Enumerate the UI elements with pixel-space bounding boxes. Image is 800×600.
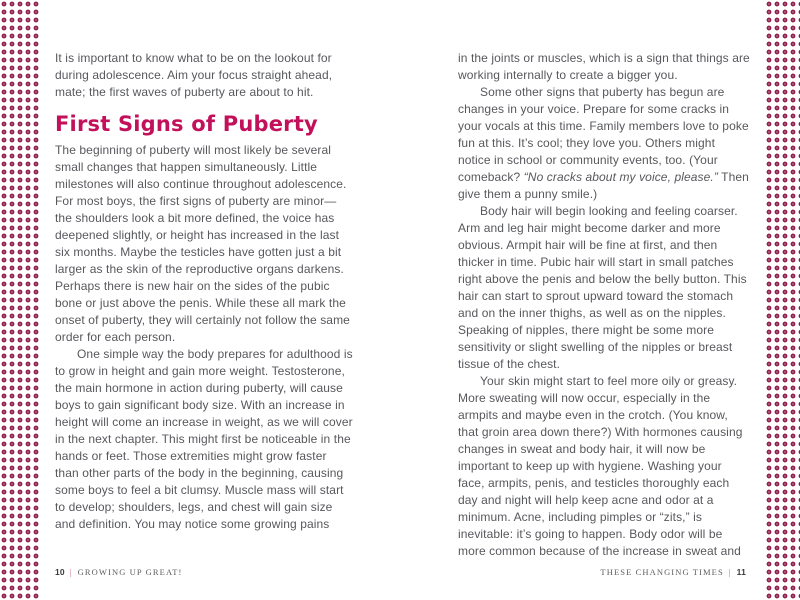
left-page-footer: [55, 567, 182, 577]
left-dot-border-decoration: [0, 0, 39, 600]
paragraph: It is important to know what to be on the lookout for during adolescence. Aim your focus straight ahead, mate; the first waves of puberty are about to hit.: [55, 51, 333, 99]
left-page-text: [55, 50, 353, 533]
chapter-title: THESE CHANGING TIMES: [600, 567, 724, 577]
paragraph: The beginning of puberty will most likely be several small changes that happen simultaneously. Little milestones will also continue throughout adolescence. For most boys, the first signs of puberty are minor—the shoulders look a bit more defined, the voice has deepened slightly, or height has increased in the last six months. Maybe the testicles have gotten just a bit larger as the skin of the reproductive organs darkens. Perhaps there is new hair on the sides of the pubic bone or just above the penis. While these all mark the onset of puberty, they will certainly not follow the same order for each person.: [55, 143, 350, 344]
right-page-text: [458, 50, 750, 560]
left-page-number: 10: [55, 567, 65, 577]
paragraph: Your skin might start to feel more oily or greasy. More sweating will now occur, especially in the armpits and maybe even in the crotch. (You know, that groin area down there?) With hormones causing changes in sweat and body hair, it will now be important to keep up with hygiene. Washing your face, armpits, penis, and testicles thoroughly each day and night will help keep acne and odor at a minimum. Acne, including pimples or “zits,” is inevitable: it’s going to happen. Body odor will be more common because of the increase in sweat and: [458, 374, 743, 558]
paragraph: Body hair will begin looking and feeling coarser. Arm and leg hair might become darker and more obvious. Armpit hair will be fine at first, and then thicker in time. Pubic hair will start in small patches right above the penis and below the belly button. This hair can start to sprout upward toward the stomach and on the inner thighs, as well as on the nipples. Speaking of nipples, there might be some more sensitivity or slight swelling of the nipples or breast tissue of the chest.: [458, 204, 747, 371]
right-page-number: 11: [736, 567, 746, 577]
paragraph: One simple way the body prepares for adulthood is to grow in height and gain more weight. Testosterone, the main hormone in action during puberty, will cause boys to gain significant body size. With an increase in height will come an increase in weight, as we will cover in the next chapter. This might first be noticeable in the hands or feet. Those extremities might grow faster than other parts of the body in the beginning, causing some boys to feel a bit clumsy. Muscle mass will start to develop; shoulders, legs, and chest will gain size and definition. You may notice some growing pains: [55, 347, 353, 531]
book-title: GROWING UP GREAT!: [77, 567, 183, 577]
footer-divider: |: [69, 567, 73, 577]
paragraph: Some other signs that puberty has begun are changes in your voice. Prepare for some cracks in your vocals at this time. Family members love to poke fun at this. It’s cool; they love you. Others might notice in school or community events, too. (Your comeback? “No cracks about my voice, please.” Then give them a punny smile.): [458, 85, 749, 201]
right-dot-border-decoration: [765, 0, 800, 600]
paragraph: in the joints or muscles, which is a sign that things are working internally to create a bigger you.: [458, 51, 750, 82]
section-heading: First Signs of Puberty: [55, 112, 318, 136]
footer-divider: |: [728, 567, 732, 577]
right-page-footer: [600, 567, 746, 577]
